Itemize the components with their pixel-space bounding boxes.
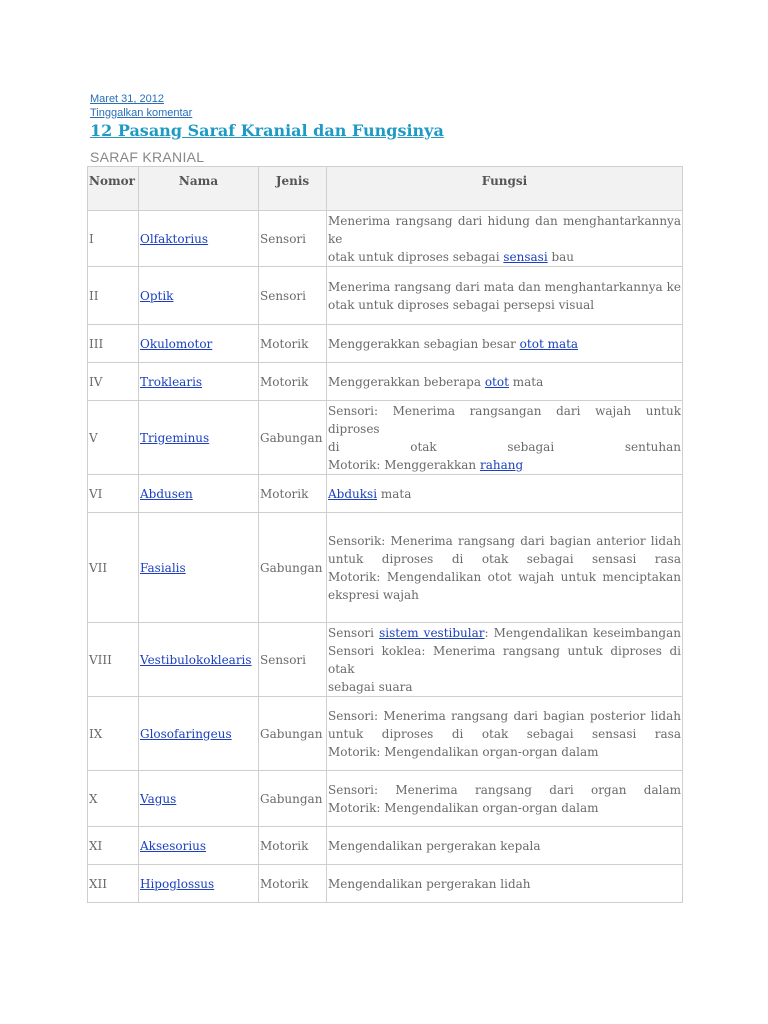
fungsi-term-link[interactable]: sensasi	[503, 249, 548, 264]
fungsi-line	[328, 781, 681, 799]
fungsi-text-after: mata	[377, 486, 412, 501]
fungsi-text-after: : Mengendalikan keseimbangan	[484, 625, 681, 640]
fungsi-text: otak untuk diproses sebagai	[328, 249, 504, 264]
fungsi-line	[328, 296, 681, 314]
fungsi-term-link[interactable]: Abduksi	[328, 486, 378, 501]
cell-fungsi	[327, 475, 683, 513]
post-date-link[interactable]: Maret 31, 2012	[90, 93, 164, 105]
cell-nomor: VI	[88, 475, 139, 513]
table-row	[88, 363, 683, 401]
fungsi-text: di otak sebagai sentuhan	[328, 439, 681, 454]
nerve-name-link[interactable]: Aksesorius	[140, 838, 207, 853]
fungsi-text: otak untuk diproses sebagai persepsi visual	[328, 297, 595, 312]
cell-jenis: Sensori	[259, 267, 327, 325]
fungsi-line	[328, 642, 681, 678]
cell-jenis: Gabungan	[259, 771, 327, 827]
nerve-name-link[interactable]: Optik	[140, 288, 174, 303]
cell-nomor: VIII	[88, 623, 139, 697]
fungsi-line	[328, 725, 681, 743]
fungsi-text: Sensori: Menerima rangsang dari organ dalam	[328, 782, 681, 797]
table-row	[88, 475, 683, 513]
cell-jenis: Sensori	[259, 211, 327, 267]
cell-fungsi	[327, 267, 683, 325]
cell-jenis: Motorik	[259, 363, 327, 401]
cell-fungsi	[327, 211, 683, 267]
fungsi-line	[328, 568, 681, 586]
fungsi-line	[328, 402, 681, 438]
cranial-nerves-table	[87, 166, 683, 903]
leave-comment-link[interactable]: Tinggalkan komentar	[90, 107, 193, 119]
fungsi-text: Motorik: Mengendalikan organ-organ dalam	[328, 744, 599, 759]
nerve-name-link[interactable]: Vestibulokoklearis	[140, 652, 252, 667]
cell-jenis: Motorik	[259, 475, 327, 513]
nerve-name-link[interactable]: Glosofaringeus	[140, 726, 232, 741]
cell-nomor: X	[88, 771, 139, 827]
cell-nomor: XI	[88, 827, 139, 865]
header-jenis: Jenis	[259, 167, 327, 211]
fungsi-line	[328, 456, 681, 474]
fungsi-text: Mengendalikan pergerakan lidah	[328, 876, 531, 891]
table-row	[88, 267, 683, 325]
fungsi-text-after: bau	[547, 249, 575, 264]
cell-jenis: Gabungan	[259, 513, 327, 623]
nerve-name-link[interactable]: Fasialis	[140, 560, 186, 575]
fungsi-line	[328, 550, 681, 568]
fungsi-line	[328, 624, 681, 642]
fungsi-line	[328, 875, 681, 893]
table-row	[88, 827, 683, 865]
fungsi-line	[328, 373, 681, 391]
fungsi-term-link[interactable]: rahang	[479, 457, 524, 472]
cell-jenis: Motorik	[259, 325, 327, 363]
fungsi-text: Sensorik: Menerima rangsang dari bagian anterior lidah	[328, 533, 681, 548]
cell-fungsi	[327, 325, 683, 363]
cell-nama	[139, 267, 259, 325]
cell-jenis: Motorik	[259, 865, 327, 903]
cell-nama	[139, 325, 259, 363]
table-row	[88, 697, 683, 771]
table-header-row	[88, 167, 683, 211]
cell-nomor: IV	[88, 363, 139, 401]
cell-nama	[139, 513, 259, 623]
post-title[interactable]: 12 Pasang Saraf Kranial dan Fungsinya	[90, 121, 444, 140]
fungsi-text: Menerima rangsang dari hidung dan menghantarkannya ke	[328, 213, 681, 246]
cell-nomor: VII	[88, 513, 139, 623]
table-row	[88, 211, 683, 267]
table-row	[88, 865, 683, 903]
cell-nomor: II	[88, 267, 139, 325]
cell-fungsi	[327, 513, 683, 623]
nerve-name-link[interactable]: Okulomotor	[140, 336, 213, 351]
fungsi-line	[328, 743, 681, 761]
cell-nama	[139, 401, 259, 475]
cell-jenis: Gabungan	[259, 401, 327, 475]
fungsi-text: Mengendalikan pergerakan kepala	[328, 838, 541, 853]
fungsi-line	[328, 335, 681, 353]
header-nama: Nama	[139, 167, 259, 211]
nerve-name-link[interactable]: Olfaktorius	[140, 231, 209, 246]
header-nomor: Nomor	[88, 167, 139, 211]
cell-fungsi	[327, 697, 683, 771]
fungsi-line	[328, 799, 681, 817]
fungsi-text: ekspresi wajah	[328, 587, 419, 602]
cell-nama	[139, 771, 259, 827]
fungsi-text: Motorik: Mengendalikan otot wajah untuk menciptakan	[328, 569, 681, 584]
fungsi-text-after: mata	[508, 374, 544, 389]
nerve-name-link[interactable]: Vagus	[140, 791, 177, 806]
cell-fungsi	[327, 827, 683, 865]
fungsi-line	[328, 837, 681, 855]
cell-fungsi	[327, 401, 683, 475]
fungsi-term-link[interactable]: sistem vestibular	[379, 625, 485, 640]
nerve-name-link[interactable]: Trigeminus	[140, 430, 210, 445]
fungsi-text: Sensori: Menerima rangsang dari bagian posterior lidah	[328, 708, 681, 723]
table-row	[88, 771, 683, 827]
fungsi-line	[328, 707, 681, 725]
cell-jenis: Gabungan	[259, 697, 327, 771]
fungsi-line	[328, 438, 681, 456]
nerve-name-link[interactable]: Troklearis	[140, 374, 203, 389]
cell-nama	[139, 211, 259, 267]
fungsi-line	[328, 278, 681, 296]
cell-nomor: IX	[88, 697, 139, 771]
cell-fungsi	[327, 623, 683, 697]
fungsi-line	[328, 212, 681, 248]
cell-fungsi	[327, 865, 683, 903]
nerve-name-link[interactable]: Hipoglossus	[140, 876, 215, 891]
cell-fungsi	[327, 771, 683, 827]
table-row	[88, 401, 683, 475]
cell-jenis: Motorik	[259, 827, 327, 865]
fungsi-line	[328, 586, 681, 604]
fungsi-line	[328, 532, 681, 550]
cell-nama	[139, 827, 259, 865]
header-fungsi: Fungsi	[327, 167, 683, 211]
fungsi-text: sebagai suara	[328, 679, 413, 694]
cell-fungsi	[327, 363, 683, 401]
cell-nama	[139, 475, 259, 513]
fungsi-text: Sensori	[328, 625, 380, 640]
table-row	[88, 623, 683, 697]
fungsi-line	[328, 248, 681, 266]
section-title: SARAF KRANIAL	[90, 149, 205, 165]
fungsi-term-link[interactable]: otot mata	[519, 336, 579, 351]
cell-nomor: I	[88, 211, 139, 267]
table-body	[88, 211, 683, 903]
fungsi-text: Sensori koklea: Menerima rangsang untuk diproses di otak	[328, 643, 681, 676]
fungsi-text: untuk diproses di otak sebagai sensasi rasa	[328, 551, 681, 566]
fungsi-text: Menggerakkan sebagian besar	[328, 336, 520, 351]
table-row	[88, 325, 683, 363]
fungsi-term-link[interactable]: otot	[484, 374, 509, 389]
cell-jenis: Sensori	[259, 623, 327, 697]
fungsi-text: Menggerakkan beberapa	[328, 374, 485, 389]
fungsi-text: Motorik: Menggerakkan	[328, 457, 480, 472]
fungsi-line	[328, 678, 681, 696]
nerve-name-link[interactable]: Abdusen	[140, 486, 193, 501]
table-row	[88, 513, 683, 623]
cell-nomor: III	[88, 325, 139, 363]
cell-nomor: V	[88, 401, 139, 475]
cell-nama	[139, 363, 259, 401]
cell-nama	[139, 697, 259, 771]
cell-nama	[139, 865, 259, 903]
fungsi-text: untuk diproses di otak sebagai sensasi rasa	[328, 726, 681, 741]
fungsi-text: Sensori: Menerima rangsangan dari wajah untuk diproses	[328, 403, 681, 436]
cell-nomor: XII	[88, 865, 139, 903]
fungsi-text: Motorik: Mengendalikan organ-organ dalam	[328, 800, 599, 815]
fungsi-text: Menerima rangsang dari mata dan menghantarkannya ke	[328, 279, 681, 294]
cell-nama	[139, 623, 259, 697]
fungsi-line	[328, 485, 681, 503]
